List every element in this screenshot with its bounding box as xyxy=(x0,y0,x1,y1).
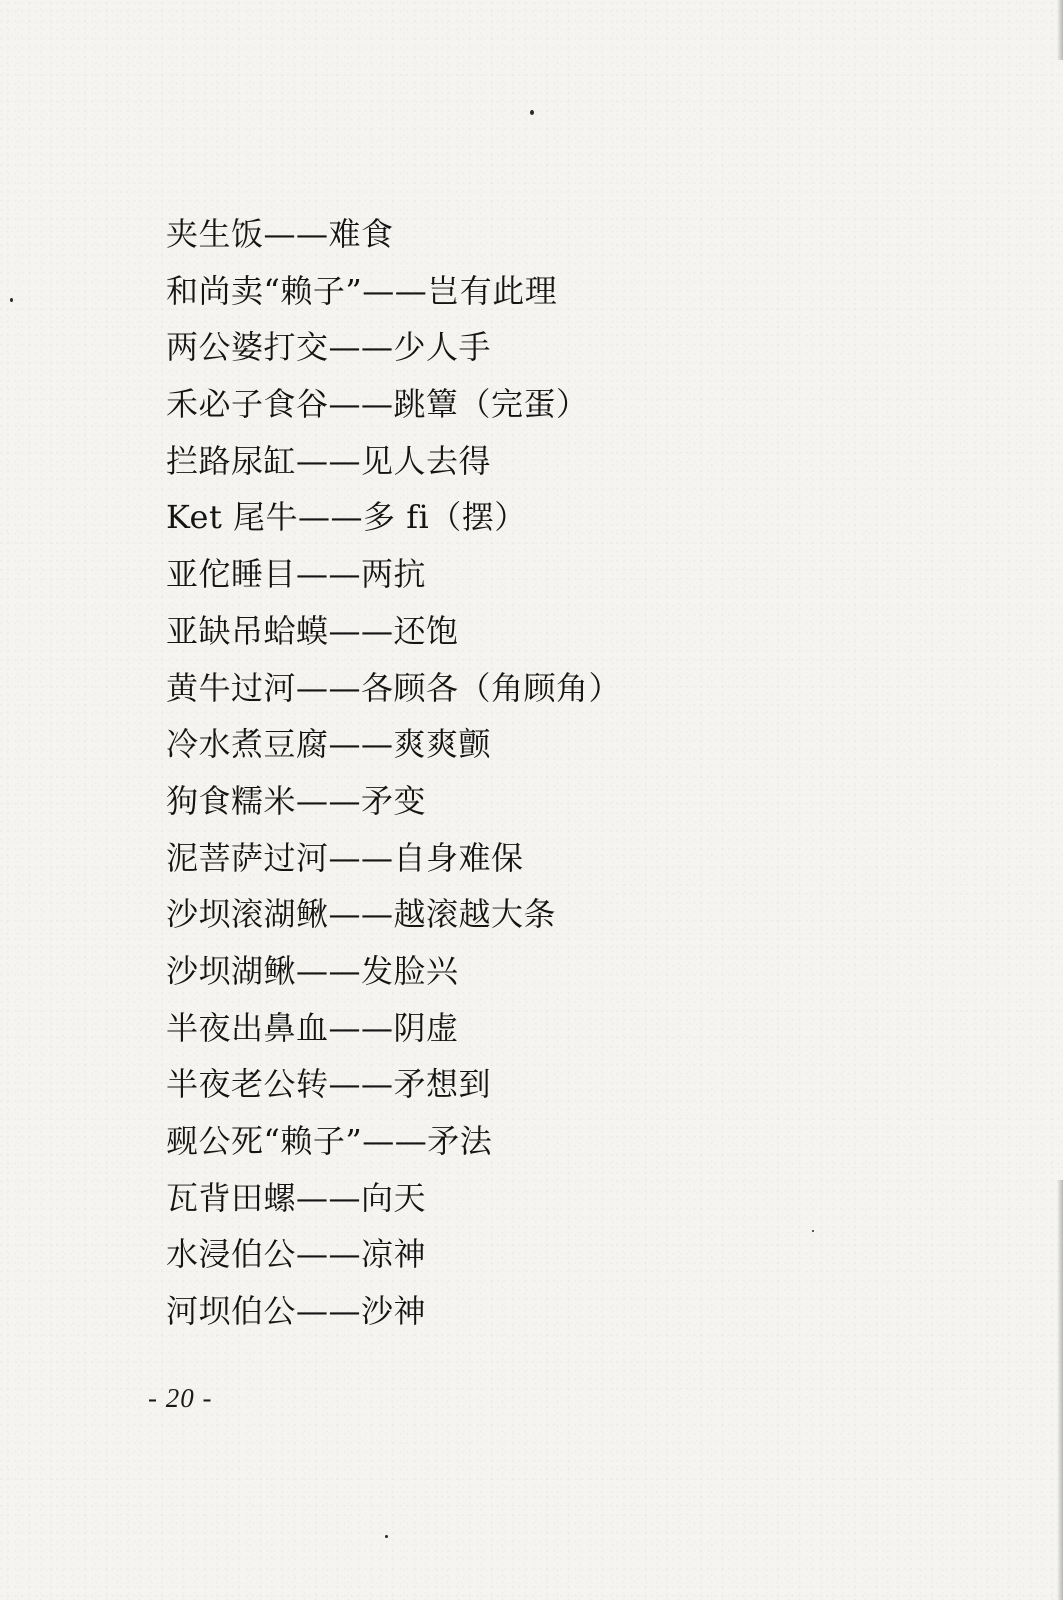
saying-line: 狗食糯米——矛变 xyxy=(166,781,427,820)
saying-line: 觋公死“赖子”——矛法 xyxy=(166,1122,493,1160)
scan-speck xyxy=(385,1535,388,1538)
saying-line: 泥菩萨过河——自身难保 xyxy=(166,838,524,877)
saying-line: 冷水煮豆腐——爽爽颤 xyxy=(166,725,492,764)
saying-line: 亚佗睡目——两抗 xyxy=(166,555,427,594)
saying-line: 沙坝滚湖鳅——越滚越大条 xyxy=(166,895,557,934)
saying-line: 禾必子食谷——跳簟（完蛋） xyxy=(166,385,589,424)
saying-line: 半夜老公转——矛想到 xyxy=(166,1065,492,1104)
scan-speck xyxy=(812,1230,814,1232)
saying-list xyxy=(166,206,621,1340)
saying-line: 两公婆打交——少人手 xyxy=(166,328,492,367)
saying-line: 河坝伯公——沙神 xyxy=(166,1292,427,1331)
saying-line: 亚缺吊蛤蟆——还饱 xyxy=(166,611,459,650)
saying-line: 沙坝湖鳅——发脸兴 xyxy=(166,951,459,990)
saying-line: 和尚卖“赖子”——岂有此理 xyxy=(166,271,558,310)
saying-line: 黄牛过河——各顾各（角顾角） xyxy=(166,668,622,707)
scan-edge-shadow xyxy=(1057,1180,1063,1600)
saying-line: 瓦背田螺——向天 xyxy=(166,1178,427,1217)
page-number: - 20 - xyxy=(148,1383,213,1413)
saying-line: 水浸伯公——凉神 xyxy=(166,1235,427,1274)
scan-speck xyxy=(530,110,534,115)
saying-line: 半夜出鼻血——阴虚 xyxy=(166,1008,459,1047)
scan-edge-shadow xyxy=(1057,0,1063,60)
saying-line: 拦路尿缸——见人去得 xyxy=(166,441,492,480)
scan-speck xyxy=(10,298,13,302)
saying-line: 夹生饭——难食 xyxy=(166,215,394,253)
saying-line: Ket 尾牛——多 fi（摆） xyxy=(166,498,527,537)
